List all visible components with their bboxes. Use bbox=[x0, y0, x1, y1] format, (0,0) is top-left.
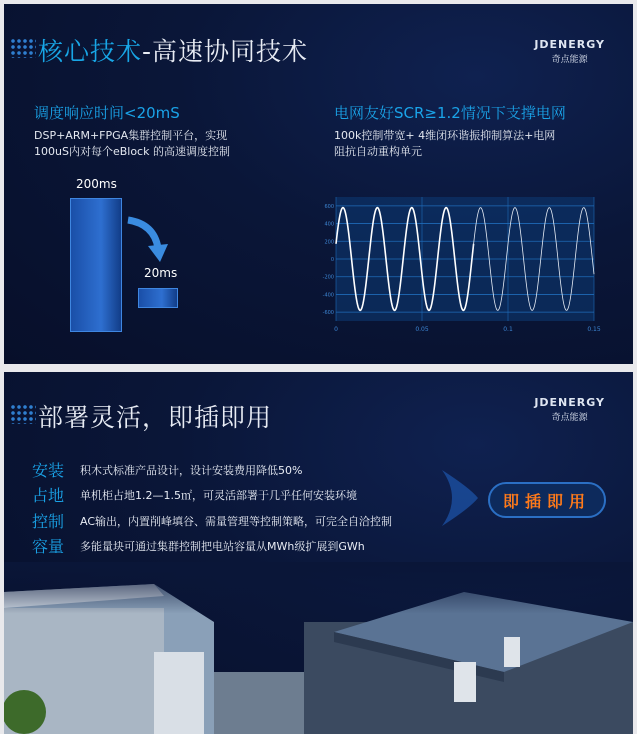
dots-decoration bbox=[10, 38, 36, 58]
feature-install: 安装 积木式标准产品设计，设计安装费用降低50% bbox=[32, 461, 303, 480]
bar-small-label: 20ms bbox=[144, 266, 178, 280]
y-tick-label: 0 bbox=[330, 257, 334, 263]
bar-200ms bbox=[70, 198, 122, 332]
y-tick-label: 600 bbox=[324, 203, 334, 210]
plug-and-play-badge: 即插即用 bbox=[488, 482, 606, 518]
arrow-down-icon bbox=[124, 214, 174, 264]
x-tick-label: 0.15 bbox=[587, 326, 601, 333]
slide-title: 部署灵活，即插即用 bbox=[38, 403, 273, 432]
feature-capacity: 容量 多能量块可通过集群控制把电站容量从MWh级扩展到GWh bbox=[32, 537, 365, 556]
slide-title: 核心技术-高速协同技术 bbox=[38, 37, 309, 66]
bar-20ms bbox=[138, 288, 178, 308]
slide-deployment bbox=[4, 372, 633, 734]
company-logo: JDENERGY 奇点能源 bbox=[534, 396, 605, 423]
grid-support-heading: 电网友好SCR≥1.2情况下支撑电网 bbox=[334, 104, 566, 122]
site-photo bbox=[4, 562, 633, 734]
grid-support-desc: 100k控制带宽+ 4维闭环谐振抑制算法+电网 阻抗自动重构单元 bbox=[334, 129, 556, 158]
dots-decoration bbox=[10, 404, 36, 424]
response-time-desc: DSP+ARM+FPGA集群控制平台，实现 100uS内对每个eBlock 的高速调度控制 bbox=[34, 129, 230, 158]
x-tick-label: 0.1 bbox=[503, 326, 513, 333]
waveform-chart bbox=[322, 194, 604, 334]
y-tick-label: -600 bbox=[322, 310, 334, 317]
slide-core-technology bbox=[4, 4, 633, 364]
y-tick-label: 200 bbox=[324, 239, 334, 246]
y-tick-label: -400 bbox=[322, 292, 334, 299]
company-logo: JDENERGY 奇点能源 bbox=[534, 38, 605, 65]
bar-big-label: 200ms bbox=[76, 177, 117, 191]
y-tick-label: -200 bbox=[322, 274, 334, 281]
y-tick-label: 400 bbox=[324, 221, 334, 228]
feature-footprint: 占地 单机柜占地1.2—1.5㎡，可灵活部署于几乎任何安装环境 bbox=[32, 486, 357, 505]
feature-control: 控制 AC输出，内置削峰填谷、需量管理等控制策略，可完全自洽控制 bbox=[32, 512, 393, 531]
x-tick-label: 0 bbox=[334, 326, 338, 333]
chevron-right-icon bbox=[440, 468, 480, 528]
x-tick-label: 0.05 bbox=[415, 326, 429, 333]
response-time-heading: 调度响应时间<20mS bbox=[34, 104, 180, 122]
